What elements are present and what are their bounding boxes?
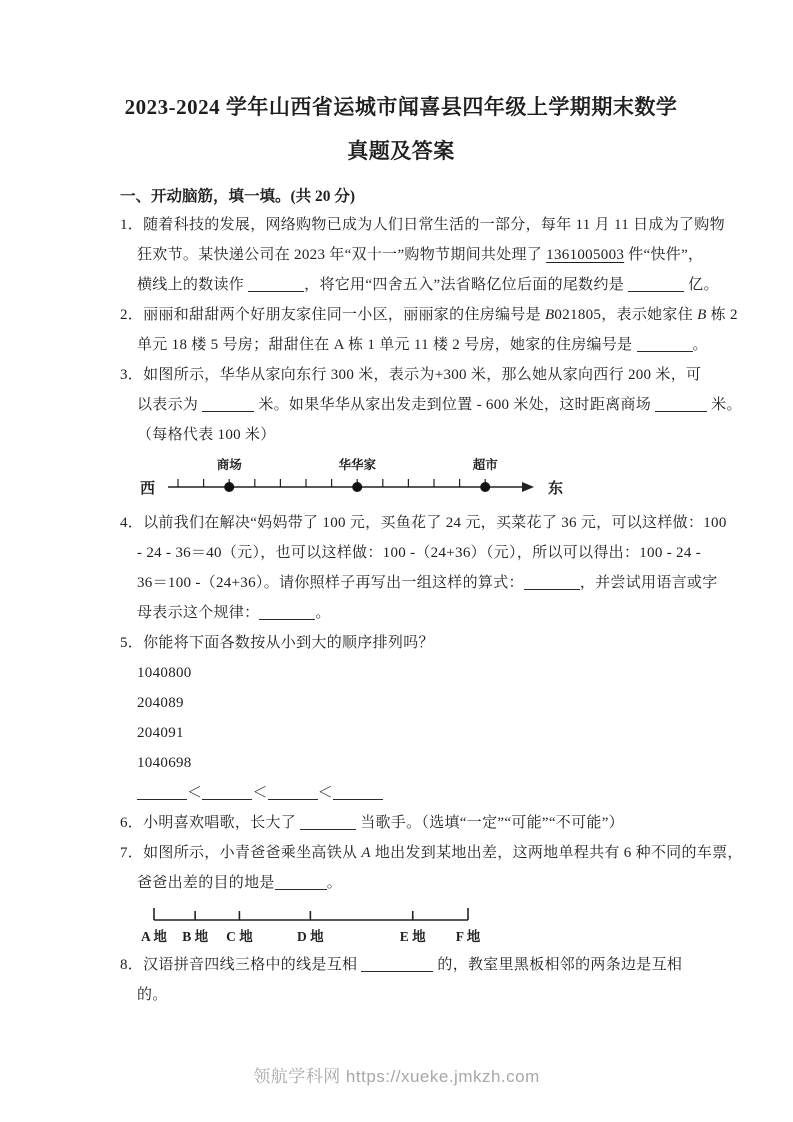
text-segment: 6．小明喜欢唱歌，长大了 [120,815,301,831]
text-segment: （每格代表 100 米） [137,427,276,443]
east-label: 东 [548,481,564,497]
text-segment: 36＝100 -（24+36）。请你照样子再写出一组这样的算式： [137,575,524,591]
fill-in-blank [637,337,693,352]
text-segment: ＜ [187,785,203,801]
italic-letter: B [544,307,555,323]
question-8-line-2 [120,980,682,1010]
text-segment: 。 [692,337,708,353]
station-label: A 地 [141,929,167,944]
question-2-line-1 [120,300,738,330]
station-label: D 地 [297,929,324,944]
text-segment: ＜ [317,785,333,801]
text-segment: 。 [315,605,331,621]
fill-in-blank [259,605,315,620]
question-4-line-4 [120,598,682,628]
text-segment: 5．你能将下面各数按从小到大的顺序排列吗？ [120,635,434,651]
question-4-line-2 [120,538,701,568]
text-segment: 。 [326,875,343,891]
question-7-line-2 [120,868,682,898]
question-5-line-2 [120,658,682,688]
text-segment: 爸爸出差的目的地是 [137,875,275,891]
point-dot [480,482,490,492]
station-label: F 地 [455,929,481,944]
section-heading: 一、开动脑筋，填一填。(共 20 分) [120,188,356,205]
text-segment: 3．如图所示，华华从家向东行 300 米，表示为+300 米，那么她从家向西行 200 米，可 [120,367,702,383]
question-3-line-2 [120,390,742,420]
point-label: 超市 [472,458,498,472]
question-5-line-4 [120,718,682,748]
text-segment: 的。 [137,987,168,1003]
fill-in-blank [275,875,327,890]
point-dot [224,482,234,492]
question-7 [120,838,743,946]
fill-in-blank [524,575,580,590]
text-segment: 亿。 [684,277,719,293]
fill-in-blank [137,785,187,800]
question-3 [120,360,742,504]
underlined-number: 1361005003 [546,247,625,263]
question-1-line-1 [120,210,725,240]
question-6-line-1 [120,808,682,838]
text-segment: 1040800 [137,665,192,681]
question-2 [120,300,738,360]
text-segment: 8．汉语拼音四线三格中的线是互相 [120,957,362,973]
exam-title-line2: 真题及答案 [347,139,455,163]
point-label: 商场 [216,458,242,472]
question-8-line-1 [120,950,682,980]
text-segment: 米。如果华华从家出发走到位置 - 600 米处，这时距离商场 [254,397,656,413]
point-label: 华华家 [338,458,376,472]
text-segment: 204091 [137,725,184,741]
station-label: E 地 [399,929,426,944]
question-3-line-1 [120,360,702,390]
question-4-line-1 [120,508,727,538]
questions-list [120,210,743,1010]
text-segment: 1040698 [137,755,192,771]
station-label: B 地 [182,929,209,944]
fill-in-blank [248,277,304,292]
question-5-line-6 [120,778,682,808]
text-segment: 米。 [707,397,742,413]
exam-content [120,0,743,1010]
question-1-line-3 [120,270,719,300]
question-5-line-1 [120,628,682,658]
fill-in-blank [333,785,383,800]
text-segment: 件“快件”， [624,247,704,263]
exam-title-line1: 2023-2024 学年山西省运城市闻喜县四年级上学期期末数学 [124,95,678,119]
text-segment: 的，教室里黑板相邻的两条边是互相 [433,957,683,973]
text-segment: 当歌手。（选填“一定”“可能”“不可能”） [356,815,624,831]
text-segment: 204089 [137,695,184,711]
text-segment: 1．随着科技的发展，网络购物已成为人们日常生活的一部分，每年 11 月 11 日成为了购物 [120,217,725,233]
fill-in-blank [628,277,684,292]
fill-in-blank [268,785,318,800]
question-5-line-3 [120,688,682,718]
west-label: 西 [140,481,156,497]
text-segment: 横线上的数读作 [137,277,249,293]
text-segment: 母表示这个规律： [137,605,260,621]
text-segment: - 24 - 36＝40（元），也可以这样做：100 -（24+36）（元），所以可以得出：100 - 24 - [137,545,701,561]
question-4 [120,508,727,628]
text-segment: 4．以前我们在解决“妈妈带了 100 元，买鱼花了 24 元，买菜花了 36 元，可以这样做：100 [120,515,727,531]
question-1-line-2 [120,240,704,270]
east-arrow-icon [522,482,534,492]
fill-in-blank [202,397,254,412]
question-1 [120,210,725,300]
text-segment: 地出发到某地出差，这两地单程共有 6 种不同的车票， [370,845,743,861]
question-5-line-5 [120,748,682,778]
question-5 [120,628,682,808]
text-segment: 狂欢节。某快递公司在 2023 年“双十一”购物节期间共处理了 [137,247,547,263]
point-dot [352,482,362,492]
question-3-line-3 [120,420,682,450]
text-segment: ，将它用“四舍五入”法省略亿位后面的尾数约是 [304,277,629,293]
watermark-footer: 领航学科网 https://xueke.jmkzh.com [253,1067,540,1086]
text-segment: 2．丽丽和甜甜两个好朋友家住同一小区，丽丽家的住房编号是 [120,307,545,323]
stations-figure [120,902,680,946]
fill-in-blank [202,785,252,800]
text-segment: ＜ [252,785,268,801]
question-7-line-1 [120,838,743,868]
italic-letter: B [697,307,707,323]
text-segment: 7．如图所示，小青爸爸乘坐高铁从 [120,845,362,861]
question-8 [120,950,682,1010]
station-label: C 地 [226,929,253,944]
fill-in-blank [655,397,707,412]
question-4-line-3 [120,568,718,598]
text-segment: 栋 2 [706,307,738,323]
text-segment: ，并尝试用语言或字 [579,575,718,591]
fill-in-blank [361,957,433,972]
fill-in-blank [300,815,356,830]
question-6 [120,808,682,838]
text-segment: 单元 18 楼 5 号房；甜甜住在 A 栋 1 单元 11 楼 2 号房，她家的住房编号是 [137,337,637,353]
text-segment: 021805，表示她家住 [554,307,698,323]
numberline-figure [120,454,680,504]
question-2-line-2 [120,330,708,360]
italic-letter: A [361,845,371,861]
text-segment: 以表示为 [137,397,203,413]
